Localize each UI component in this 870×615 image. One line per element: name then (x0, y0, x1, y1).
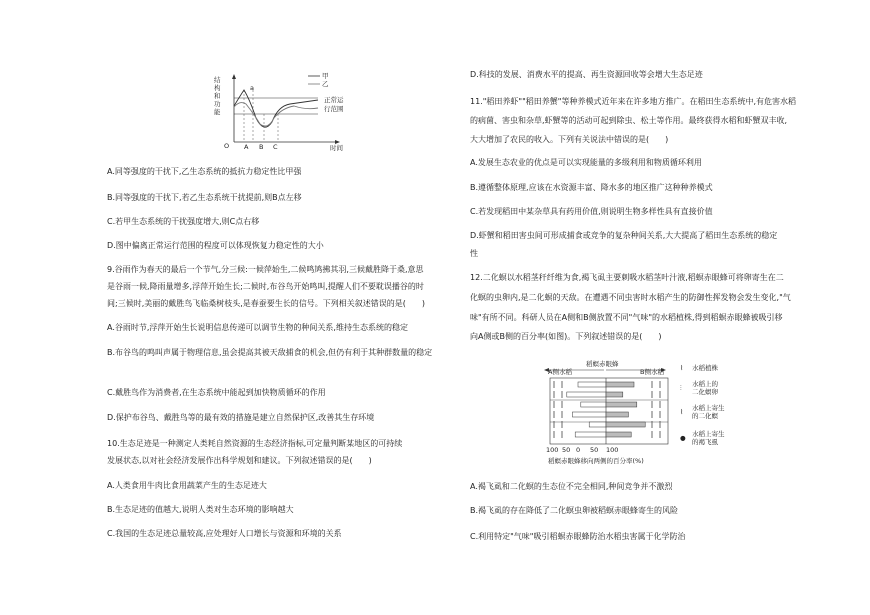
q9-option-d: D.保护布谷鸟、戴胜鸟等的最有效的措施是建立自然保护区,改善其生存环境 (107, 413, 375, 422)
bar-a-row-6 (575, 432, 606, 437)
bar-b-row-2 (606, 392, 623, 397)
bar-b-row-4 (606, 412, 628, 417)
q11-stem-1: 11."稻田养虾""稻田养蟹"等种养模式近年来在许多地方推广。在稻田生态系统中,有危害水稻 (470, 97, 796, 106)
q11-option-c: C.若发现稻田中某杂草具有药用价值,则说明生物多样性具有直接价值 (470, 207, 713, 216)
point-A: A (244, 143, 249, 151)
q12-option-b: B.褐飞虱的存在降低了二化螟虫卵被稻螟赤眼蜂寄生的风险 (470, 506, 679, 515)
point-a: a (250, 84, 254, 92)
legend-icon-borer: ⌇ (680, 408, 684, 416)
fig2-title: 稻螟赤眼蜂 (586, 360, 619, 368)
fig2-b-side: B侧水稻 (640, 368, 664, 376)
fig2-xlabel: 稻螟赤眼蜂移向两侧的百分率(%) (548, 457, 644, 465)
q11-option-b: B.遵循整体原理,应该在水资源丰富、降水多的地区推广这种种养模式 (470, 183, 713, 192)
fig2-a-side: A侧水稻 (548, 368, 572, 376)
q11-option-d-cont: 性 (470, 249, 478, 258)
bar-b-row-5 (606, 422, 645, 427)
tick-50a: 50 (562, 446, 571, 454)
q12-stem-3: 味"有所不同。科研人员在A侧和B侧放置不同"气味"的水稻植株,得到稻螟赤眼蜂被吸引移 (470, 313, 783, 322)
q10-option-c: C.我国的生态足迹总量较高,应处理好人口增长与资源和环境的关系 (107, 529, 342, 538)
q9-option-a: A.谷雨时节,浮萍开始生长说明信息传递可以调节生物的种间关系,维持生态系统的稳定 (107, 323, 408, 332)
q10-stem-1: 10.生态足迹是一种测定人类耗自然资源的生态经济指标,可定量判断某地区的可持续 (107, 439, 403, 448)
q12-stem-1: 12.二化螟以水稻茎秆纤维为食,褐飞虱主要刺吸水稻茎叶汁液,稻螟赤眼蜂可将卵寄生在二 (470, 273, 784, 282)
tick-50b: 50 (590, 446, 599, 454)
bar-b-row-1 (606, 382, 634, 387)
q10-option-d: D.科技的发展、消费水平的提高、再生资源回收等会增大生态足迹 (470, 70, 703, 79)
q10-stem-2: 发展状态,以对社会经济发展作出科学规划和建议。下列叙述错误的是( ) (107, 456, 372, 465)
bar-a-row-2 (567, 392, 606, 397)
q11-stem-3: 大大增加了农民的收入。下列有关说法中错误的是( ) (470, 135, 669, 144)
bar-b-row-6 (606, 432, 631, 437)
legend-jia: 甲 (322, 72, 329, 80)
legend-borer: 水稻上寄生 的二化螟 (692, 404, 725, 420)
q9-stem-1: 9.谷雨作为春天的最后一个节气,分三候:一候萍始生,二候鸣鸠拂其羽,三候戴胜降于桑,意思 (107, 265, 424, 274)
point-C: C (273, 143, 278, 151)
legend-hopper: 水稻上寄生 的褐飞虱 (692, 430, 725, 446)
q10-option-a: A.人类食用牛肉比食用蔬菜产生的生态足迹大 (107, 481, 267, 490)
legend-yi: 乙 (322, 80, 329, 88)
origin-label: O (224, 142, 230, 150)
q8-option-d: D.图中偏离正常运行范围的程度可以体现恢复力稳定性的大小 (107, 241, 324, 250)
q11-option-d: D.虾蟹和稻田害虫间可形成捕食或竞争的复杂种间关系,大大提高了稻田生态系统的稳定 (470, 231, 778, 240)
q12-stem-2: 化螟的虫卵内,是二化螟的天敌。在遭遇不同虫害时水稻产生的防御性挥发物会发生变化,"气 (470, 293, 791, 302)
legend-egg: 水稻上的 二化螟卵 (692, 380, 718, 396)
range-label-1: 正常运 (324, 96, 344, 104)
range-label-2: 行范围 (324, 105, 344, 113)
q9-option-b: B.布谷鸟的鸣叫声属于物理信息,虽会提高其被天敌捕食的机会,但仍有利于其种群数量的稳定 (107, 348, 433, 357)
legend-plant: 水稻植株 (692, 364, 718, 372)
legend-icon-plant: ⌇ (680, 364, 684, 372)
q11-option-a: A.发展生态农业的优点是可以实现能量的多级利用和物质循环利用 (470, 158, 702, 167)
legend-icon-egg: ⫶ (680, 384, 682, 392)
bar-a-row-3 (581, 402, 606, 407)
bar-a-row-4 (572, 412, 606, 417)
q8-option-b: B.同等强度的干扰下,若乙生态系统干扰提前,则B点左移 (107, 193, 302, 202)
q9-option-c: C.戴胜鸟作为消费者,在生态系统中能起到加快物质循环的作用 (107, 388, 326, 397)
tick-0: 0 (576, 446, 581, 454)
bar-b-row-3 (606, 402, 637, 407)
bar-a-row-1 (578, 382, 606, 387)
tick-100a: 100 (546, 446, 559, 454)
q10-option-b: B.生态足迹的值越大,说明人类对生态环境的影响越大 (107, 505, 294, 514)
x-axis-label: 时间 (330, 144, 343, 152)
q8-option-a: A.同等强度的干扰下,乙生态系统的抵抗力稳定性比甲强 (107, 167, 302, 176)
q8-option-c: C.若甲生态系统的干扰强度增大,则C点右移 (107, 217, 260, 226)
q12-stem-4: 向A侧或B侧的百分率(如图)。下列叙述错误的是( ) (470, 332, 662, 341)
q9-stem-3: 间;三候时,美丽的戴胜鸟飞临桑树枝头,是春蚕要生长的信号。下列相关叙述错误的是( ) (107, 299, 426, 308)
fig1-ylabel: 结 构 和 功 能 (214, 76, 221, 116)
q12-option-a: A.褐飞虱和二化螟的生态位不完全相同,种间竞争并不激烈 (470, 482, 673, 491)
q12-option-c: C.利用特定"气味"吸引稻螟赤眼蜂防治水稻虫害属于化学防治 (470, 532, 686, 541)
bar-a-row-5 (589, 422, 606, 427)
point-B: B (259, 143, 264, 151)
tick-100b: 100 (606, 446, 619, 454)
q9-stem-2: 是谷雨一候,降雨量增多,浮萍开始生长;二候时,布谷鸟开始鸣叫,提醒人们不要耽误播谷的时 (107, 282, 424, 291)
q11-stem-2: 的病菌、害虫和杂草,虾蟹等的活动可起到除虫、松土等作用。最终获得水稻和虾蟹双丰收, (470, 116, 788, 125)
legend-icon-hopper: ● (680, 434, 686, 442)
